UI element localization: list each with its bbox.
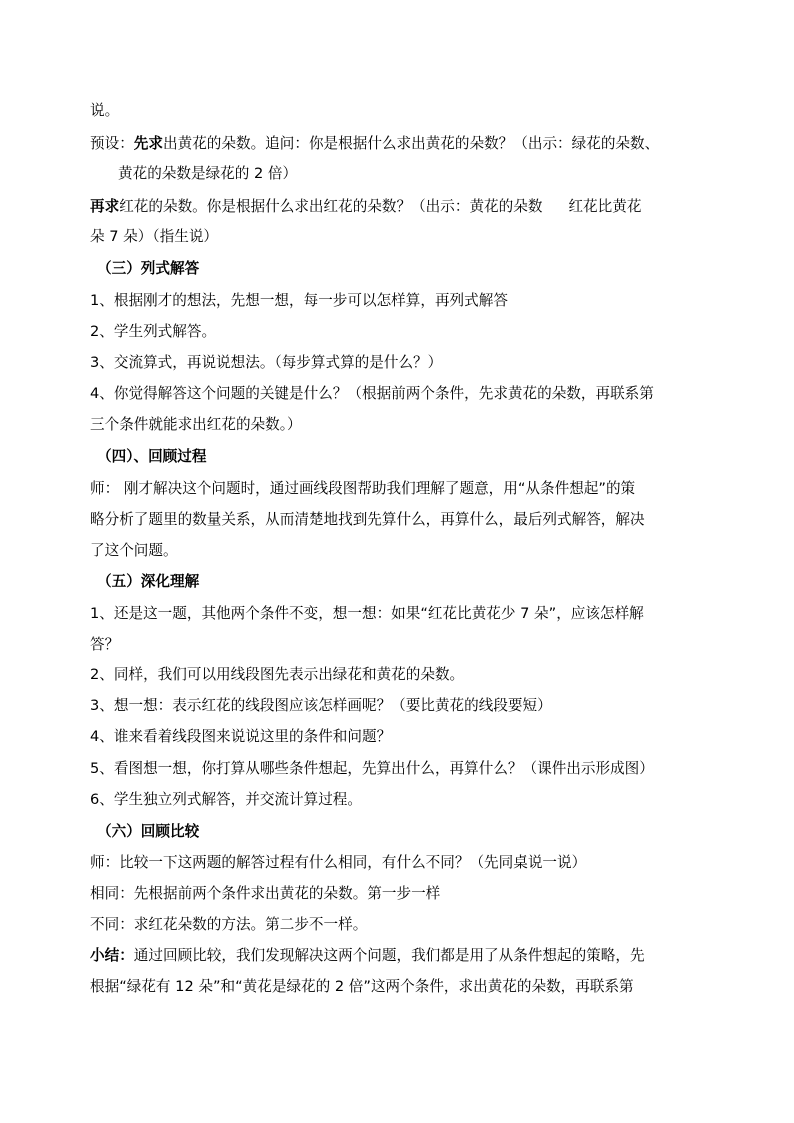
bold-keyword: 先求 bbox=[133, 135, 163, 152]
text-line: 师：比较一下这两题的解答过程有什么相同，有什么不同？（先同桌说一说） bbox=[90, 854, 587, 871]
text-line bbox=[90, 101, 710, 121]
line-text: 红花的朵数。你是根据什么求出红花的朵数？（出示：黄花的朵数 bbox=[119, 198, 543, 215]
text-line bbox=[90, 946, 710, 966]
text-line: 了这个问题。 bbox=[90, 542, 178, 559]
line-text: 出黄花的朵数。追问：你是根据什么求出黄花的朵数？（出示：绿花的朵数、 bbox=[163, 135, 660, 152]
section-heading: （五）深化理解 bbox=[97, 573, 200, 590]
text-line: 4、谁来看着线段图来说说这里的条件和问题？ bbox=[90, 728, 392, 745]
text-line bbox=[90, 134, 720, 154]
text-line bbox=[90, 197, 710, 217]
bold-keyword: 再求 bbox=[90, 198, 120, 215]
text-line: 3、交流算式，再说说想法。（每步算式算的是什么？） bbox=[90, 354, 443, 371]
text-line: 4、你觉得解答这个问题的关键是什么？（根据前两个条件，先求黄花的朵数，再联系第 bbox=[90, 385, 654, 402]
section-heading: （四）、回顾过程 bbox=[97, 448, 207, 465]
text-line: 2、同样，我们可以用线段图先表示出绿花和黄花的朵数。 bbox=[90, 666, 465, 683]
section-heading: （三）列式解答 bbox=[97, 260, 200, 277]
text-line: 师： 刚才解决这个问题时，通过画线段图帮助我们理解了题意，用“从条件想起”的策 bbox=[90, 480, 636, 497]
line-text: 黄花的朵数是绿花的 2 倍） bbox=[118, 165, 298, 182]
text-line: 不同：求红花朵数的方法。第二步不一样。 bbox=[90, 916, 368, 933]
text-line: 3、想一想：表示红花的线段图应该怎样画呢？（要比黄花的线段要短） bbox=[90, 697, 552, 714]
text-line: 1、还是这一题，其他两个条件不变，想一想：如果“红花比黄花少 7 朵”，应该怎样解 bbox=[90, 605, 644, 622]
text-line: 2、学生列式解答。 bbox=[90, 323, 217, 340]
line-text: 通过回顾比较，我们发现解决这两个问题，我们都是用了从条件想起的策略，先 bbox=[133, 947, 645, 964]
line-text: 说。 bbox=[90, 102, 120, 119]
text-line bbox=[118, 164, 738, 184]
text-line: 三个条件就能求出红花的朵数。） bbox=[90, 416, 302, 433]
text-line: 相同：先根据前两个条件求出黄花的朵数。第一步一样 bbox=[90, 885, 441, 902]
text-line: 略分析了题里的数量关系，从而清楚地找到先算什么，再算什么，最后列式解答，解决 bbox=[90, 511, 645, 528]
line-text: 朵 7 朵）（指生说） bbox=[90, 228, 219, 245]
text-line: 6、学生独立列式解答，并交流计算过程。 bbox=[90, 791, 362, 808]
line-text: 红花比黄花 bbox=[568, 198, 642, 215]
text-line: 1、根据刚才的想法，先想一想，每一步可以怎样算，再列式解答 bbox=[90, 292, 508, 309]
text-line: 根据“绿花有 12 朵”和“黄花是绿花的 2 倍”这两个条件，求出黄花的朵数，再联系第 bbox=[90, 978, 634, 995]
line-prefix: 预设： bbox=[90, 135, 134, 152]
text-line: 5、看图想一想，你打算从哪些条件想起，先算出什么，再算什么？（课件出示形成图） bbox=[90, 760, 654, 777]
text-line bbox=[90, 227, 710, 247]
bold-keyword: 小结： bbox=[90, 947, 134, 964]
section-heading: （六）回顾比较 bbox=[97, 823, 200, 840]
text-line: 答？ bbox=[90, 636, 120, 653]
